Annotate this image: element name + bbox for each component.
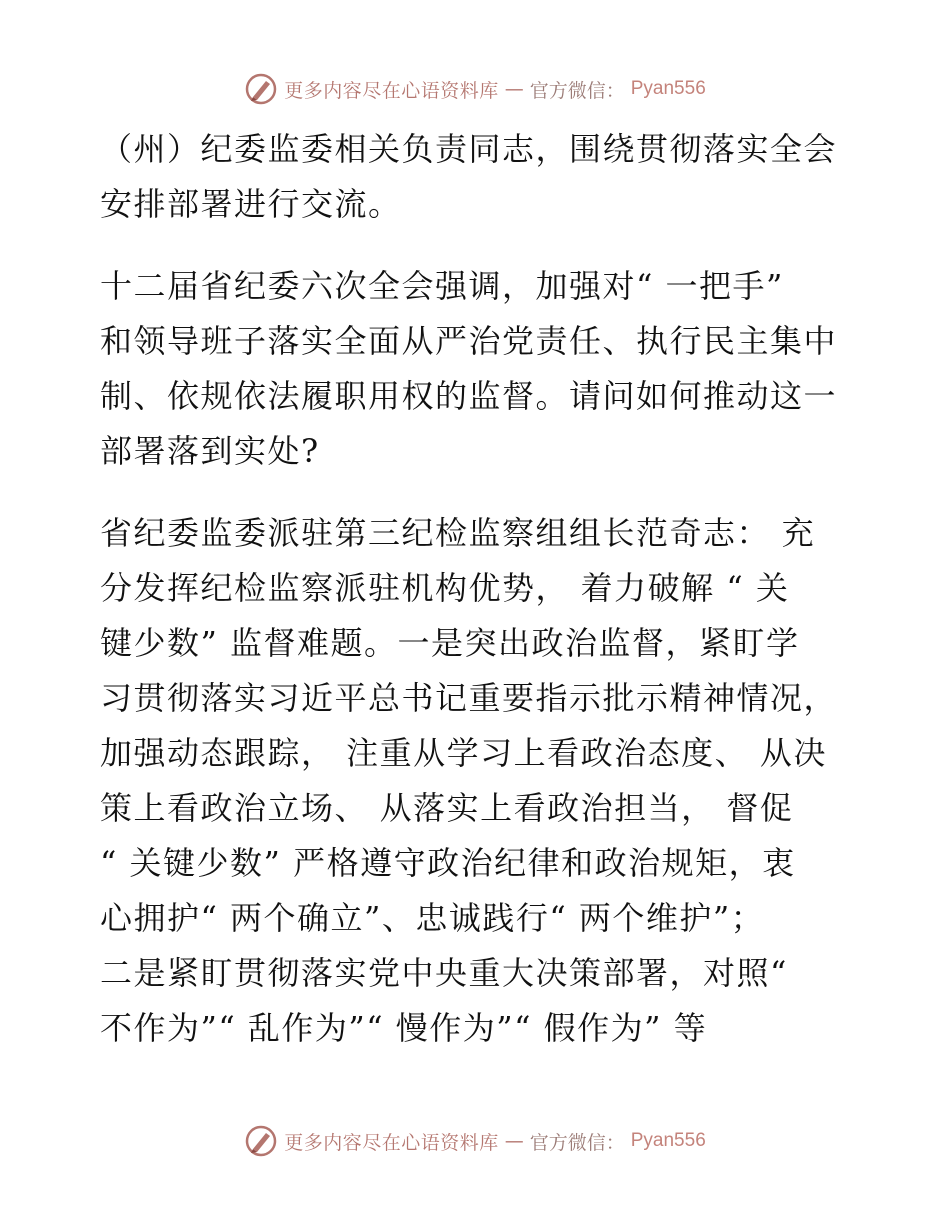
- text-line: 加强动态跟踪， 注重从学习上看政治态度、 从决: [100, 734, 827, 772]
- pen-logo-icon: [244, 72, 278, 106]
- text-line: 策上看政治立场、 从落实上看政治担当， 督促: [100, 789, 794, 827]
- text-line: 键少数” 监督难题。一是突出政治监督，紧盯学: [100, 624, 800, 662]
- text-line: 分发挥纪检监察派驻机构优势， 着力破解 “ 关: [100, 569, 790, 607]
- text-line: 部署落到实处?: [100, 432, 320, 470]
- text-line: “ 关键少数” 严格遵守政治纪律和政治规矩，衷: [100, 844, 796, 882]
- document-body: [100, 122, 850, 1083]
- text-line: （州）纪委监委相关负责同志，围绕贯彻落实全会: [100, 130, 838, 168]
- watermark-text: 更多内容尽在心语资料库: [284, 79, 499, 102]
- watermark-text: 更多内容尽在心语资料库: [284, 1131, 499, 1154]
- paragraph-2: [100, 259, 850, 479]
- watermark-separator: —: [504, 1130, 524, 1152]
- paragraph-1: [100, 122, 850, 232]
- text-line: 二是紧盯贯彻落实党中央重大决策部署，对照“: [100, 954, 788, 992]
- paragraph-3: [100, 506, 850, 1056]
- text-line: 安排部署进行交流。: [100, 185, 402, 223]
- text-line: 习贯彻落实习近平总书记重要指示批示精神情况，: [100, 679, 838, 717]
- text-line: 不作为”“ 乱作为”“ 慢作为”“ 假作为” 等: [100, 1009, 708, 1047]
- text-line: 省纪委监委派驻第三纪检监察组组长范奇志： 充: [100, 514, 816, 552]
- text-line: 十二届省纪委六次全会强调，加强对“ 一把手”: [100, 267, 784, 305]
- text-line: 制、依规依法履职用权的监督。请问如何推动这一: [100, 377, 838, 415]
- watermark-label: 官方微信：: [529, 79, 625, 102]
- text-line: 和领导班子落实全面从严治党责任、执行民主集中: [100, 322, 838, 360]
- watermark-code: Pyan556: [630, 1130, 706, 1151]
- watermark-code: Pyan556: [630, 78, 706, 99]
- watermark-label: 官方微信：: [529, 1131, 625, 1154]
- footer-watermark: [0, 1124, 950, 1158]
- header-watermark: [0, 72, 950, 106]
- pen-logo-icon: [244, 1124, 278, 1158]
- text-line: 心拥护“ 两个确立”、忠诚践行“ 两个维护”；: [100, 899, 765, 937]
- watermark-separator: —: [504, 78, 524, 100]
